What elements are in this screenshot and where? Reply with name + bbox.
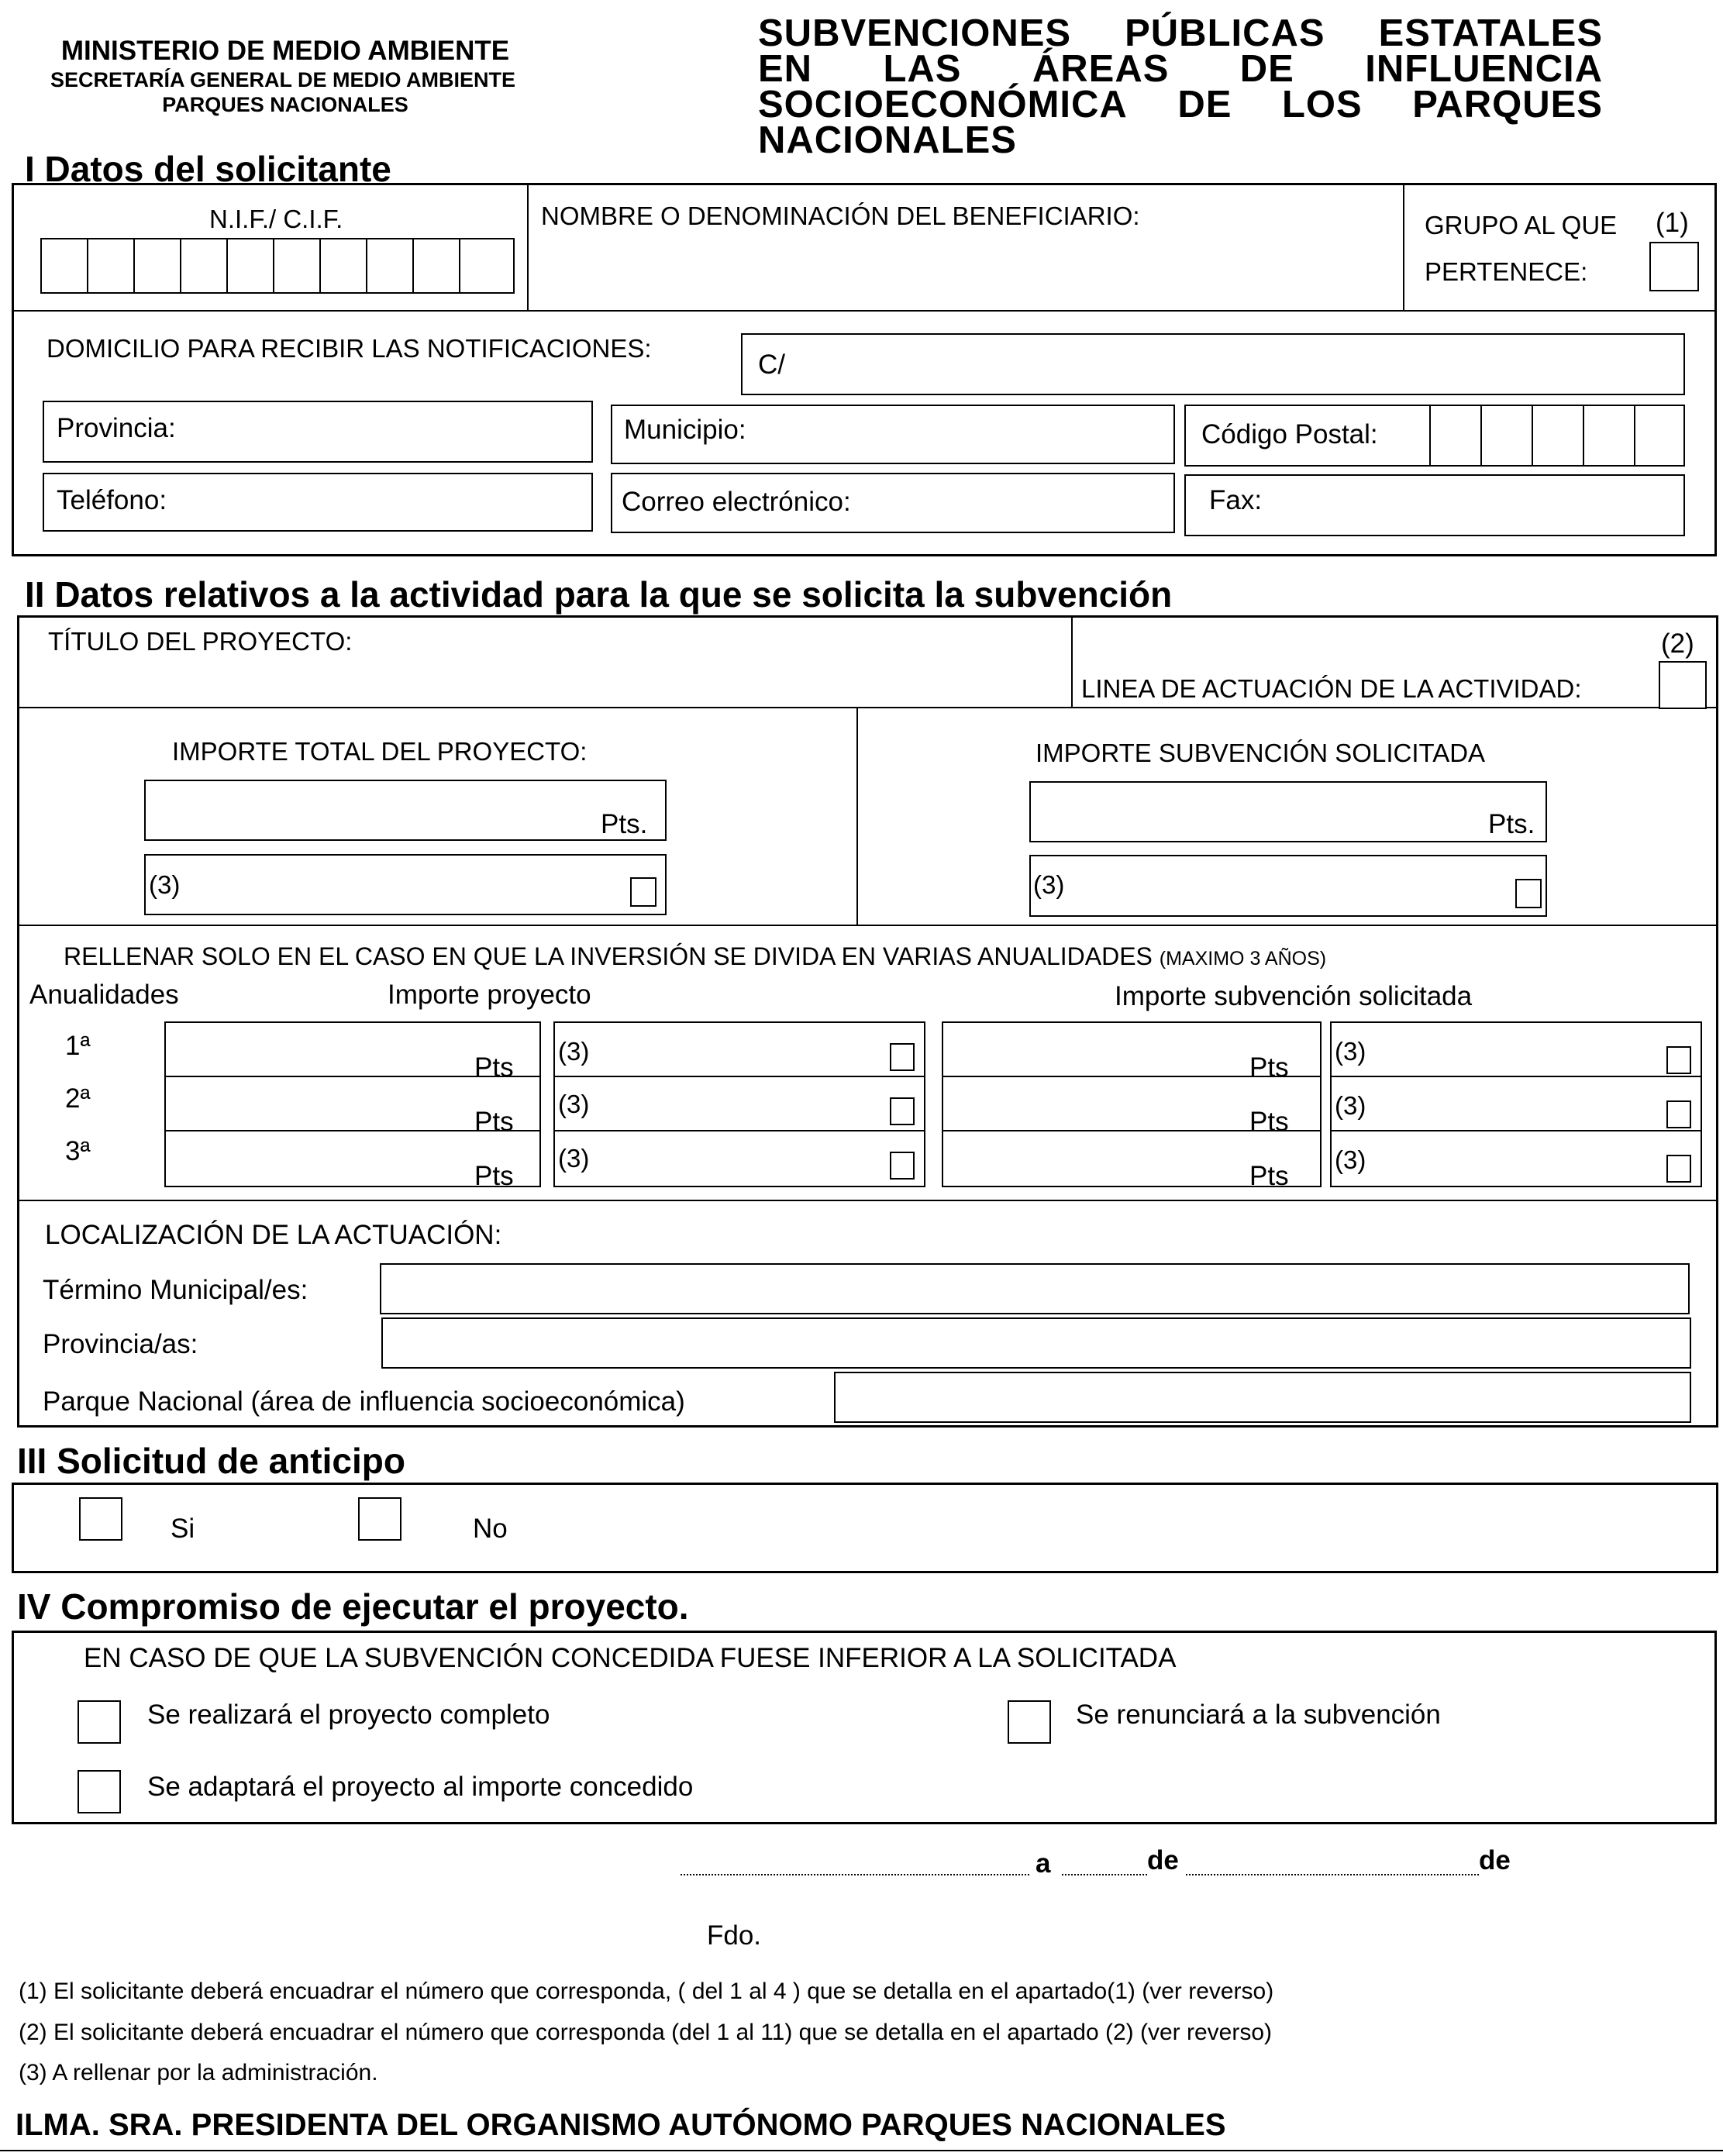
complete-project-checkbox[interactable] bbox=[78, 1700, 121, 1744]
title-line-2 bbox=[758, 48, 1603, 90]
renounce-subsidy-label: Se renunciará a la subvención bbox=[1076, 1700, 1441, 1730]
divider bbox=[18, 1200, 1718, 1201]
requested-amount-label: IMPORTE SUBVENCIÓN SOLICITADA bbox=[1036, 739, 1486, 767]
admin-ref: (3) bbox=[558, 1037, 590, 1066]
street-prefix: C/ bbox=[758, 350, 785, 380]
form-title bbox=[758, 12, 1642, 161]
admin-checkbox bbox=[890, 1097, 915, 1125]
divider bbox=[554, 1076, 925, 1077]
title-word: ÁREAS bbox=[1032, 48, 1170, 90]
section-3-frame bbox=[12, 1483, 1718, 1573]
beneficiary-name-input[interactable] bbox=[535, 232, 1395, 306]
title-word: EN bbox=[758, 48, 813, 90]
nif-input[interactable] bbox=[40, 238, 515, 294]
currency-label: Pts bbox=[1249, 1052, 1289, 1083]
postal-cell-divider bbox=[1532, 405, 1533, 466]
requested-amount-admin-field bbox=[1029, 855, 1547, 917]
currency-label: Pts bbox=[1249, 1161, 1289, 1191]
year-label: 3ª bbox=[65, 1136, 91, 1166]
advance-no-label: No bbox=[473, 1514, 508, 1544]
municipality-term-label: Término Municipal/es: bbox=[43, 1275, 308, 1305]
total-amount-admin-field bbox=[144, 854, 667, 915]
beneficiary-name-label: NOMBRE O DENOMINACIÓN DEL BENEFICIARIO: bbox=[541, 201, 1140, 230]
month-line[interactable] bbox=[1186, 1874, 1479, 1875]
note-3: (3) A rellenar por la administración. bbox=[19, 2060, 378, 2085]
requested-amount-input[interactable] bbox=[1029, 781, 1547, 842]
title-word: SUBVENCIONES bbox=[758, 12, 1072, 54]
bottom-rule bbox=[0, 2150, 1723, 2151]
nif-cell-divider bbox=[87, 239, 88, 293]
nif-label: N.I.F./ C.I.F. bbox=[209, 205, 343, 233]
admin-checkbox bbox=[890, 1043, 915, 1071]
nif-cell-divider bbox=[226, 239, 228, 293]
title-word: LOS bbox=[1282, 84, 1363, 126]
total-amount-label: IMPORTE TOTAL DEL PROYECTO: bbox=[172, 737, 588, 766]
admin-checkbox bbox=[1666, 1155, 1691, 1183]
postal-cell-divider bbox=[1429, 405, 1431, 466]
date-de-2: de bbox=[1479, 1845, 1511, 1875]
street-input[interactable] bbox=[741, 333, 1685, 395]
admin-checkbox bbox=[1666, 1100, 1691, 1128]
advance-yes-checkbox[interactable] bbox=[79, 1497, 122, 1541]
note-1: (1) El solicitante deberá encuadrar el número que corresponda, ( del 1 al 4 ) que se detalla en el apartado(1) (ver reverso) bbox=[19, 1979, 1274, 2004]
group-checkbox[interactable] bbox=[1649, 242, 1699, 291]
title-word: ESTATALES bbox=[1378, 12, 1603, 54]
admin-checkbox bbox=[1666, 1046, 1691, 1074]
line-ref: (2) bbox=[1661, 629, 1694, 659]
place-line[interactable] bbox=[681, 1874, 1029, 1875]
annuities-max: (MAXIMO 3 AÑOS) bbox=[1159, 948, 1327, 970]
national-park-label: Parque Nacional (área de influencia socioeconómica) bbox=[43, 1386, 685, 1417]
title-word: DE bbox=[1177, 84, 1232, 126]
annuities-note-text: RELLENAR SOLO EN EL CASO EN QUE LA INVERSIÓN SE DIVIDA EN VARIAS ANUALIDADES bbox=[64, 942, 1153, 970]
provinces-input[interactable] bbox=[381, 1317, 1691, 1369]
admin-checkbox bbox=[1515, 879, 1542, 908]
admin-ref: (3) bbox=[1033, 870, 1065, 899]
postal-cell-divider bbox=[1634, 405, 1635, 466]
year-label: 2ª bbox=[65, 1083, 91, 1114]
adapt-project-label: Se adaptará el proyecto al importe concedido bbox=[147, 1772, 694, 1802]
title-line-4 bbox=[758, 119, 1642, 161]
divider bbox=[554, 1130, 925, 1131]
postal-cell-divider bbox=[1480, 405, 1482, 466]
title-word: LAS bbox=[883, 48, 962, 90]
admin-ref: (3) bbox=[558, 1090, 590, 1118]
divider bbox=[1331, 1076, 1701, 1077]
address-label: DOMICILIO PARA RECIBIR LAS NOTIFICACIONES: bbox=[47, 334, 652, 363]
ministry-name: MINISTERIO DE MEDIO AMBIENTE bbox=[60, 36, 510, 66]
title-line-1 bbox=[758, 12, 1603, 54]
national-park-input[interactable] bbox=[834, 1372, 1691, 1423]
activity-line-label: LINEA DE ACTUACIÓN DE LA ACTIVIDAD: bbox=[1081, 674, 1582, 703]
nif-cell-divider bbox=[366, 239, 367, 293]
commitment-intro: EN CASO DE QUE LA SUBVENCIÓN CONCEDIDA FUESE INFERIOR A LA SOLICITADA bbox=[84, 1643, 1177, 1673]
project-title-input[interactable] bbox=[31, 659, 1062, 701]
title-word: NACIONALES bbox=[758, 119, 1017, 161]
day-line[interactable] bbox=[1062, 1874, 1147, 1875]
project-amount-label: Importe proyecto bbox=[388, 980, 591, 1010]
section-2-heading: II Datos relativos a la actividad para la que se solicita la subvención bbox=[25, 574, 1173, 615]
annuities-label: Anualidades bbox=[29, 980, 179, 1010]
title-word: PARQUES bbox=[1412, 84, 1603, 126]
activity-line-checkbox[interactable] bbox=[1659, 661, 1707, 709]
title-word: DE bbox=[1239, 48, 1294, 90]
title-word: PÚBLICAS bbox=[1125, 12, 1325, 54]
advance-yes-label: Si bbox=[171, 1514, 195, 1544]
currency-label: Pts bbox=[474, 1107, 514, 1137]
divider bbox=[18, 925, 1718, 926]
location-label: LOCALIZACIÓN DE LA ACTUACIÓN: bbox=[45, 1220, 502, 1250]
department-name: PARQUES NACIONALES bbox=[162, 93, 408, 116]
divider bbox=[1403, 184, 1404, 312]
divider bbox=[1331, 1130, 1701, 1131]
group-label: GRUPO AL QUE bbox=[1425, 211, 1618, 239]
nif-cell-divider bbox=[133, 239, 135, 293]
admin-ref: (3) bbox=[149, 870, 181, 899]
renounce-subsidy-checkbox[interactable] bbox=[1008, 1700, 1051, 1744]
phone-label: Teléfono: bbox=[57, 485, 167, 515]
divider bbox=[18, 707, 1718, 708]
date-a: a bbox=[1036, 1848, 1051, 1879]
annuities-note bbox=[64, 944, 1326, 969]
currency-label: Pts. bbox=[601, 809, 648, 839]
admin-ref: (3) bbox=[558, 1144, 590, 1173]
divider bbox=[527, 184, 529, 312]
section-4-heading: IV Compromiso de ejecutar el proyecto. bbox=[17, 1586, 689, 1627]
municipality-term-input[interactable] bbox=[380, 1263, 1690, 1314]
nif-cell-divider bbox=[319, 239, 321, 293]
title-word: SOCIOECONÓMICA bbox=[758, 84, 1128, 126]
admin-ref: (3) bbox=[1335, 1145, 1366, 1174]
currency-label: Pts bbox=[474, 1052, 514, 1083]
divider bbox=[12, 310, 1716, 312]
divider bbox=[1071, 616, 1073, 708]
currency-label: Pts. bbox=[1488, 809, 1535, 839]
postal-cell-divider bbox=[1583, 405, 1584, 466]
pertenece-label: PERTENECE: bbox=[1425, 257, 1588, 286]
province-label: Provincia: bbox=[57, 413, 176, 443]
annual-project-admin-column bbox=[553, 1021, 925, 1187]
title-line-3 bbox=[758, 84, 1603, 126]
divider bbox=[856, 708, 858, 926]
postal-code-label: Código Postal: bbox=[1201, 419, 1378, 449]
admin-ref: (3) bbox=[1335, 1091, 1366, 1120]
adapt-project-checkbox[interactable] bbox=[78, 1770, 121, 1813]
admin-checkbox bbox=[630, 877, 656, 907]
nif-cell-divider bbox=[412, 239, 414, 293]
annual-requested-admin-column bbox=[1330, 1021, 1702, 1187]
admin-checkbox bbox=[890, 1152, 915, 1180]
currency-label: Pts bbox=[474, 1161, 514, 1191]
section-3-heading: III Solicitud de anticipo bbox=[17, 1441, 405, 1481]
municipality-label: Municipio: bbox=[624, 415, 746, 445]
date-de-1: de bbox=[1147, 1845, 1179, 1875]
fax-label: Fax: bbox=[1209, 485, 1263, 515]
email-label: Correo electrónico: bbox=[622, 487, 851, 517]
admin-ref: (3) bbox=[1335, 1037, 1366, 1066]
currency-label: Pts bbox=[1249, 1107, 1289, 1137]
complete-project-label: Se realizará el proyecto completo bbox=[147, 1700, 550, 1730]
provinces-label: Provincia/as: bbox=[43, 1329, 198, 1359]
advance-no-checkbox[interactable] bbox=[358, 1497, 401, 1541]
project-title-label: TÍTULO DEL PROYECTO: bbox=[48, 627, 353, 656]
nif-cell-divider bbox=[459, 239, 460, 293]
nif-cell-divider bbox=[180, 239, 181, 293]
group-ref: (1) bbox=[1656, 208, 1689, 238]
section-1-heading: I Datos del solicitante bbox=[25, 149, 391, 189]
requested-subsidy-label: Importe subvención solicitada bbox=[1115, 981, 1473, 1011]
title-word: INFLUENCIA bbox=[1365, 48, 1603, 90]
note-2: (2) El solicitante deberá encuadrar el número que corresponda (del 1 al 11) que se detalla en el apartado (2) (ver reverso) bbox=[19, 2020, 1273, 2045]
addressee: ILMA. SRA. PRESIDENTA DEL ORGANISMO AUTÓNOMO PARQUES NACIONALES bbox=[16, 2108, 1226, 2142]
year-label: 1ª bbox=[65, 1031, 91, 1061]
secretariat-name: SECRETARÍA GENERAL DE MEDIO AMBIENTE bbox=[50, 68, 516, 91]
signature-label: Fdo. bbox=[707, 1920, 762, 1951]
nif-cell-divider bbox=[273, 239, 274, 293]
total-amount-input[interactable] bbox=[144, 780, 667, 841]
